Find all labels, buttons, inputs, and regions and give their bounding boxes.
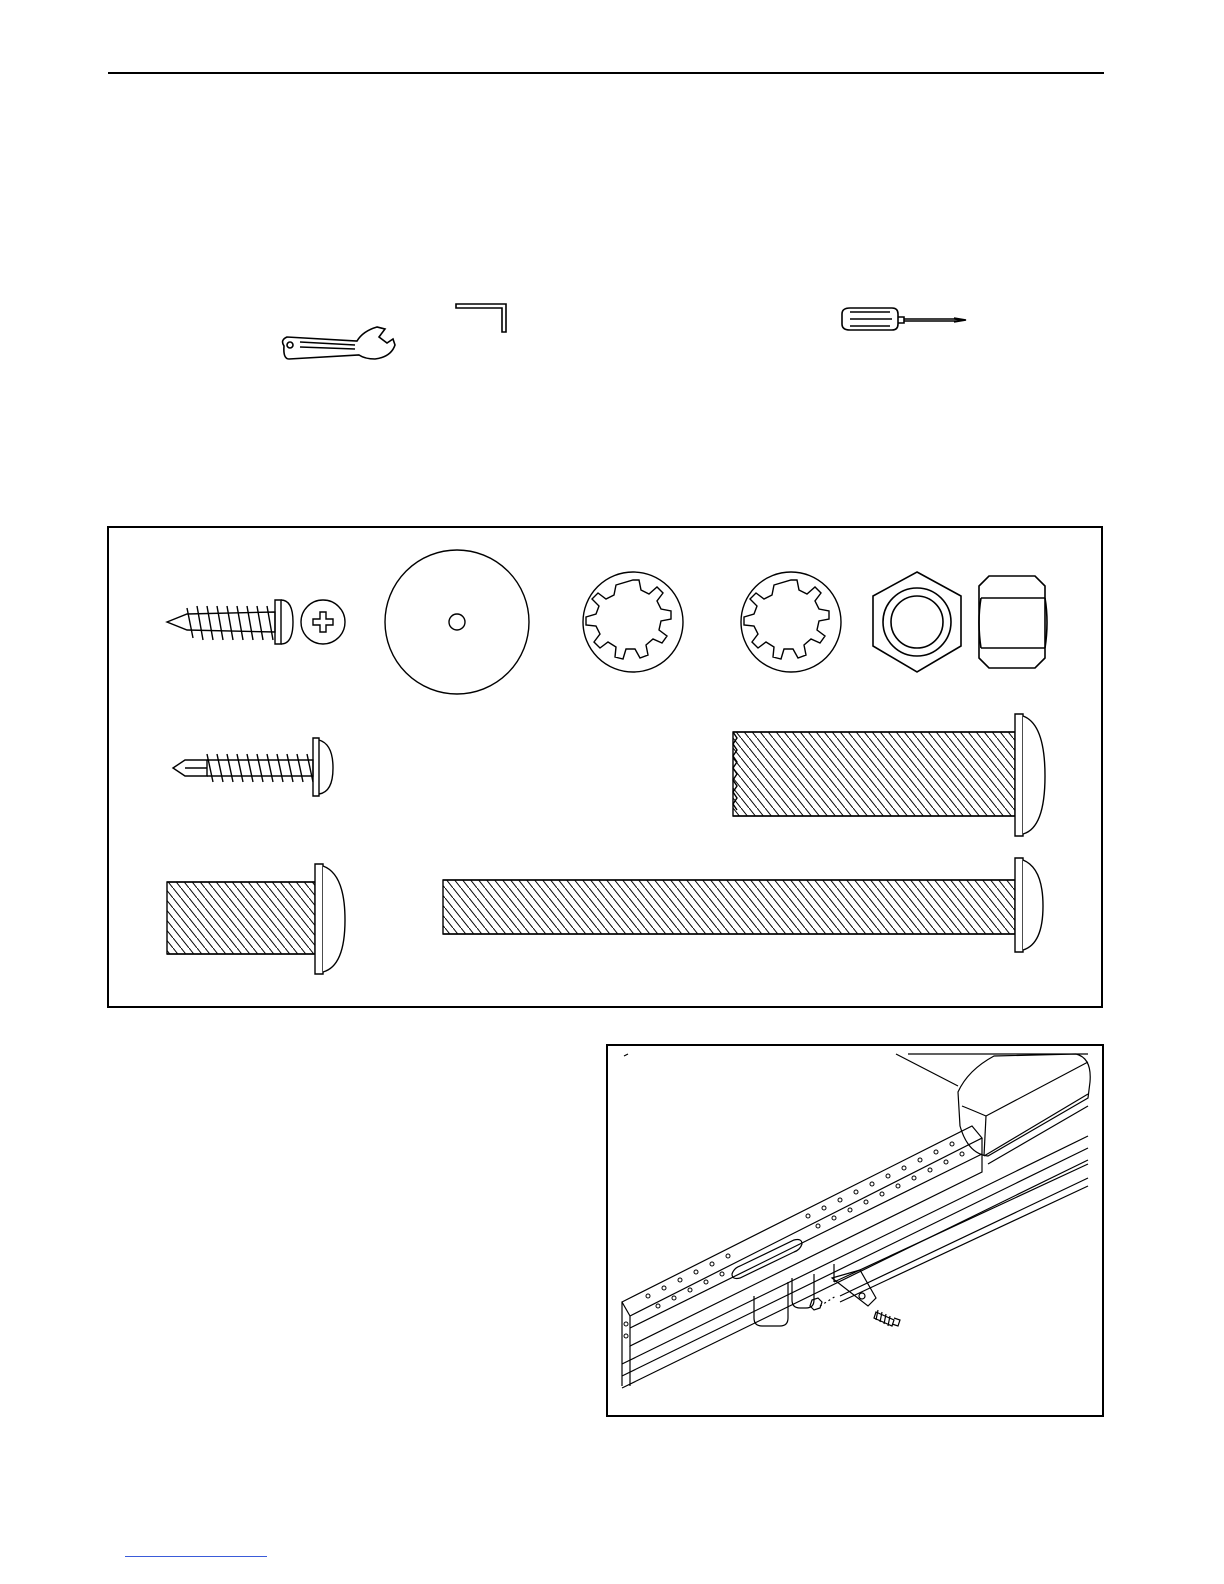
tools-row [0,290,1224,370]
footer-link-rule [125,1556,267,1557]
screw-icon [167,600,293,644]
short-bolt-icon [167,864,345,974]
header-rule [108,72,1104,74]
hex-nut-icon [873,572,961,672]
parts-identification-chart [107,526,1103,1008]
phillips-head-icon [301,600,345,644]
extra-long-bolt-icon [443,858,1043,952]
self-drilling-screw-icon [173,738,333,796]
assembly-figure [606,1044,1104,1417]
flat-washer-icon [385,550,529,694]
adjustable-wrench-icon [283,327,395,359]
long-bolt-icon [733,714,1045,836]
phillips-screwdriver-icon [842,308,966,330]
star-washer-icon [583,572,683,672]
hex-key-icon [456,304,506,332]
star-washer-icon [741,572,841,672]
nylon-locknut-icon [979,576,1047,668]
frame-rail-assembly-icon [608,1046,1102,1415]
